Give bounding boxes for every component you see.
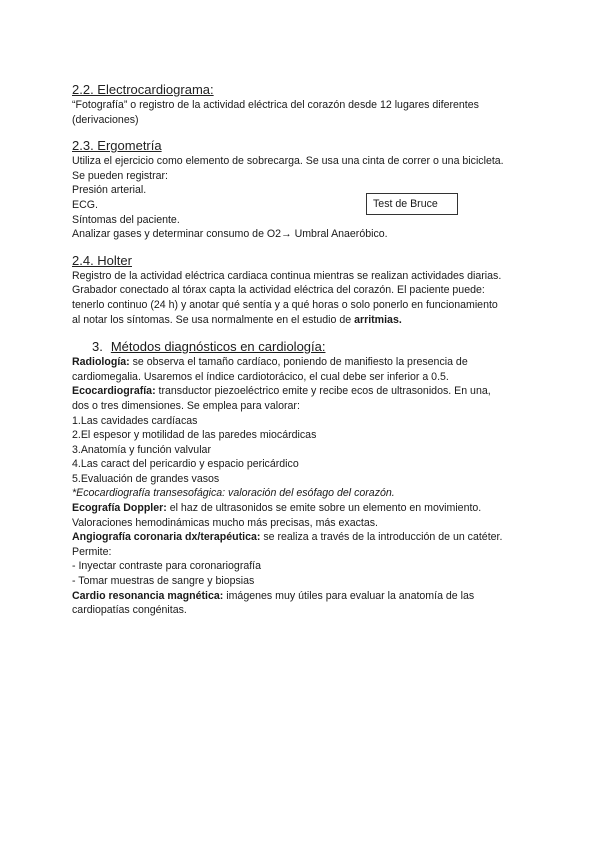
paragraph-line: Permite:: [72, 545, 112, 558]
term-resonancia: Cardio resonancia magnética:: [72, 589, 224, 602]
holter-last-text: al notar los síntomas. Se usa normalmente en el estudio de: [72, 313, 355, 326]
paragraph-line: Registro de la actividad eléctrica cardiaca continua mientras se realizan actividades diarias.: [72, 269, 502, 282]
paragraph-line: Grabador conectado al tórax capta la actividad eléctrica del corazón. El paciente puede:: [72, 284, 485, 297]
list-item: 2.El espesor y motilidad de las paredes miocárdicas: [72, 429, 317, 442]
ecocardiografia-line: [72, 384, 532, 399]
term-ecocardiografia: Ecocardiografía:: [72, 385, 156, 398]
radiologia-line: [72, 355, 532, 370]
list-item: Analizar gases y determinar consumo de O2→ Umbral Anaeróbico.: [72, 228, 388, 241]
paragraph-line: [72, 313, 532, 328]
heading-holter: 2.4. Holter: [72, 252, 132, 268]
heading-metodos: [92, 339, 532, 355]
document-page: [72, 82, 532, 618]
paragraph-line: “Fotografía” o registro de la actividad eléctrica del corazón desde 12 lugares diferentes: [72, 99, 479, 111]
list-item: Síntomas del paciente.: [72, 213, 180, 226]
list-item: - Inyectar contraste para coronariografía: [72, 560, 262, 573]
heading-ergometria: 2.3. Ergometría: [72, 138, 162, 154]
resonancia-text: imágenes muy útiles para evaluar la anatomía de las: [223, 589, 475, 602]
test-de-bruce-box: Test de Bruce: [366, 193, 458, 215]
eco-transesofagica-note: *Ecocardiografía transesofágica: valoración del esófago del corazón.: [72, 487, 395, 500]
section-electrocardiograma: [72, 82, 532, 127]
note-line: [72, 486, 532, 501]
paragraph-line: tenerlo continuo (24 h) y anotar qué sentía y a qué horas o solo ponerlo en funcionamiento: [72, 298, 498, 311]
resonancia-line: [72, 589, 532, 604]
heading-number: 3.: [92, 339, 103, 355]
paragraph-line: (derivaciones): [72, 113, 139, 126]
list-item: ECG.: [72, 198, 98, 211]
list-item: Presión arterial.: [72, 184, 147, 197]
radiologia-text: se observa el tamaño cardíaco, poniendo de manifiesto la presencia de: [129, 356, 468, 369]
list-item: 1.Las cavidades cardíacas: [72, 414, 198, 427]
term-doppler: Ecografía Doppler:: [72, 502, 167, 515]
section-holter: [72, 253, 532, 327]
angiografia-text: se realiza a través de la introducción de un catéter.: [260, 531, 503, 544]
list-item: 3.Anatomía y función valvular: [72, 443, 211, 456]
list-item: 4.Las caract del pericardio y espacio pericárdico: [72, 458, 299, 471]
paragraph-line: Utiliza el ejercicio como elemento de sobrecarga. Se usa una cinta de correr o una bicicleta.: [72, 155, 504, 168]
paragraph-line: cardiomegalia. Usaremos el índice cardiotorácico, el cual debe ser inferior a 0.5.: [72, 370, 449, 383]
paragraph-line: dos o tres dimensiones. Se emplea para valorar:: [72, 399, 300, 412]
doppler-text: el haz de ultrasonidos se emite sobre un elemento en movimiento.: [166, 502, 482, 515]
list-item: 5.Evaluación de grandes vasos: [72, 472, 220, 485]
section-metodos: [72, 339, 532, 618]
holter-arritmias: arritmias.: [354, 313, 402, 326]
list-item: - Tomar muestras de sangre y biopsias: [72, 575, 255, 588]
section-ergometria: [72, 138, 532, 242]
paragraph-line: Valoraciones hemodinámicas mucho más precisas, más exactas.: [72, 516, 378, 529]
paragraph-line: Se pueden registrar:: [72, 169, 168, 182]
doppler-line: [72, 501, 532, 516]
ecocardiografia-text: transductor piezoeléctrico emite y recibe ecos de ultrasonidos. En una,: [155, 385, 491, 398]
term-angiografia: Angiografía coronaria dx/terapéutica:: [72, 531, 261, 544]
heading-title: Métodos diagnósticos en cardiología:: [110, 339, 326, 355]
term-radiologia: Radiología:: [72, 356, 130, 369]
angiografia-line: [72, 530, 532, 545]
heading-electrocardiograma: 2.2. Electrocardiograma:: [72, 82, 214, 97]
paragraph-line: cardiopatías congénitas.: [72, 604, 187, 617]
